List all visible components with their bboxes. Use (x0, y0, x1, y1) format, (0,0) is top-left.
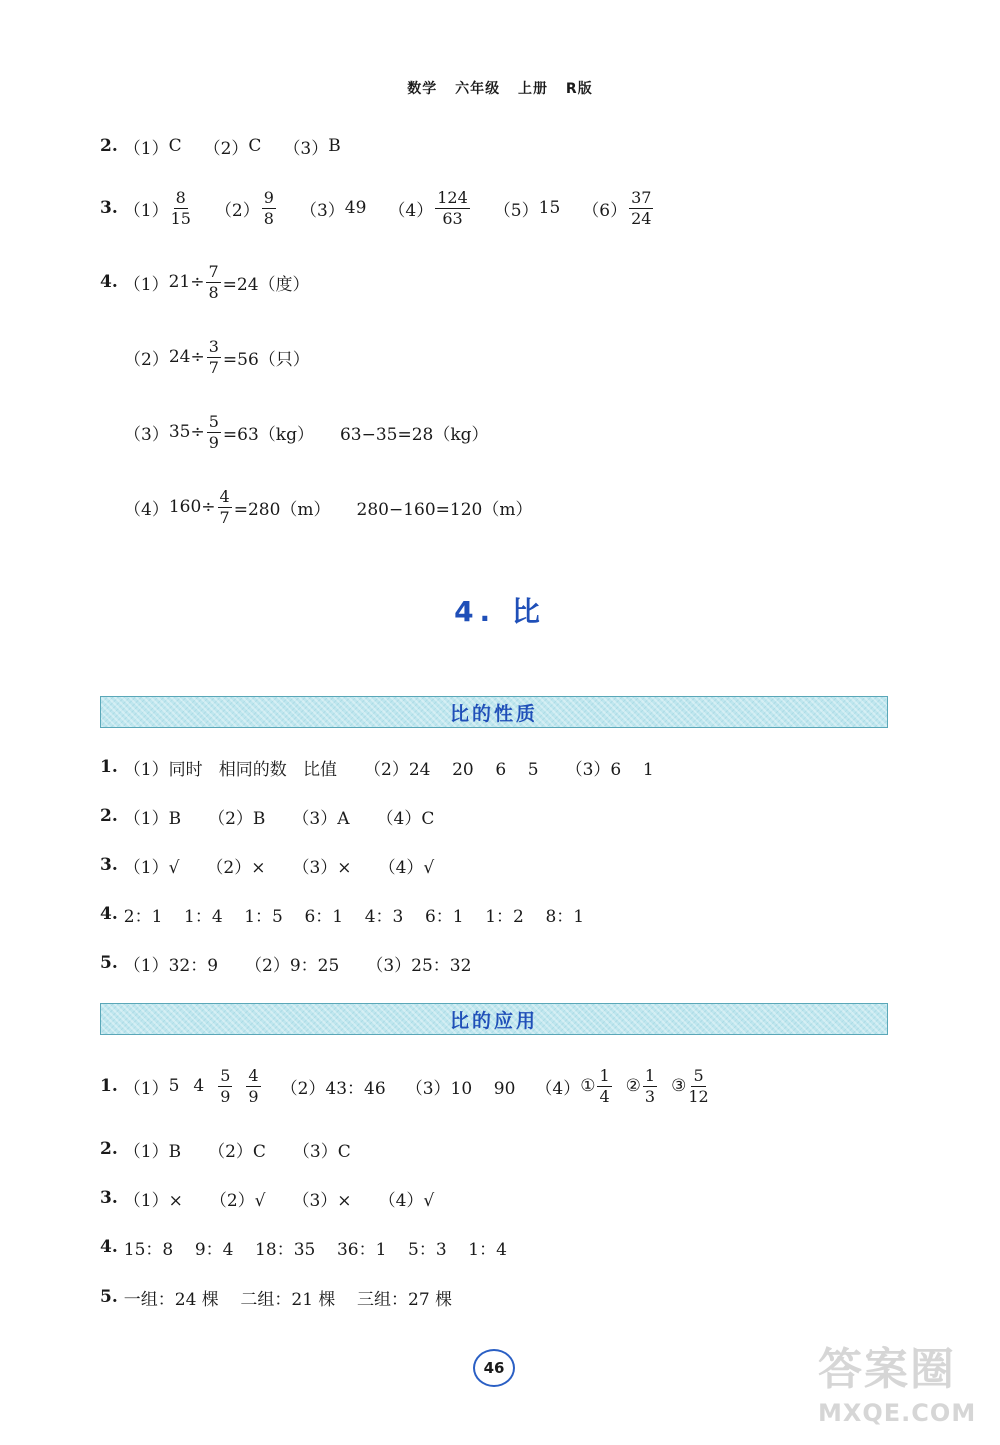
fraction: $\frac{4}{9}$ (248, 1065, 259, 1106)
expr-post: =56（只） (222, 349, 310, 370)
item-label: （2） (124, 349, 169, 370)
s1-q4 (100, 888, 584, 940)
question-number: 4. (100, 1237, 118, 1257)
s1-q2 (100, 790, 434, 842)
fraction: $\frac{3}{7}$ (208, 336, 219, 377)
item-label: （4） (124, 499, 169, 520)
fraction: $\frac{8}{15}$ (170, 187, 191, 228)
item-label: （1） (123, 274, 169, 295)
answer-text: （1）B （2）B （3）A （4）C (123, 808, 435, 829)
s1-q5 (100, 937, 471, 989)
answer-part2: （2）43：46 (280, 1078, 386, 1099)
question-number: 1. (100, 757, 118, 777)
item-label: （2） (203, 138, 249, 159)
fraction: $\frac{9}{8}$ (263, 187, 274, 228)
question-number: 3. (100, 198, 118, 218)
item-label: （4） (535, 1078, 581, 1099)
question-number: 4. (100, 272, 118, 292)
question-number: 2. (100, 806, 118, 826)
fraction: $\frac{5}{9}$ (208, 411, 219, 452)
item-label: （4） (388, 200, 434, 221)
s2-q2 (100, 1123, 351, 1175)
item-label: （1） (123, 200, 169, 221)
question-number: 3. (100, 855, 118, 875)
circled-label: ② (625, 1076, 641, 1096)
answer-text: 一组：24 棵 二组：21 棵 三组：27 棵 (123, 1289, 453, 1310)
answer: C (168, 136, 182, 156)
header-subject: 数学 (407, 81, 438, 97)
fraction: $\frac{1}{4}$ (599, 1065, 610, 1106)
prev-q4-line4 (124, 481, 532, 533)
expr-post: =24（度） (222, 274, 310, 295)
question-number: 4. (100, 904, 118, 924)
item-label: （2） (214, 200, 260, 221)
question-number: 2. (100, 136, 118, 156)
answer-text: 15：8 9：4 18：35 36：1 5：3 1：4 (123, 1239, 507, 1260)
answer-text: （1）√ （2）× （3）× （4）√ (123, 857, 435, 878)
answer-text: （1）B （2）C （3）C (123, 1141, 351, 1162)
answer: B (328, 136, 341, 156)
fraction: $\frac{5}{9}$ (220, 1065, 231, 1106)
expr-post: =63（kg） (222, 424, 314, 445)
expr-pre: 21÷ (168, 272, 205, 292)
expr-pre: 24÷ (168, 347, 205, 367)
header-edition: R版 (565, 81, 593, 97)
answer: 4 (193, 1076, 205, 1096)
question-number: 2. (100, 1139, 118, 1159)
s2-q4 (100, 1221, 507, 1273)
header-grade: 六年级 (455, 81, 501, 97)
expr-post: =280（m） (233, 499, 331, 520)
expr-extra: 63−35=28（kg） (339, 424, 489, 445)
answer: 15 (538, 198, 561, 218)
watermark-bottom: MXQE.COM (818, 1399, 977, 1427)
answer-text: （1）32：9 （2）9：25 （3）25：32 (123, 955, 472, 976)
question-number: 3. (100, 1188, 118, 1208)
question-number: 5. (100, 1287, 118, 1307)
chapter-title: 4. 比 (454, 595, 546, 628)
prev-q4-line2 (124, 331, 322, 383)
fraction: $\frac{124}{63}$ (437, 187, 468, 228)
expr-pre: 35÷ (168, 422, 205, 442)
prev-q4-line3 (124, 406, 489, 458)
answer: 5 (168, 1076, 180, 1096)
fraction: $\frac{4}{7}$ (219, 486, 230, 527)
item-label: （1） (123, 1078, 169, 1099)
circled-label: ③ (671, 1076, 687, 1096)
item-label: （1） (123, 138, 169, 159)
answer: 49 (344, 198, 367, 218)
section-banner-application: 比的应用 (100, 1003, 888, 1035)
s2-q1 (100, 1060, 711, 1112)
expr-extra: 280−160=120（m） (356, 499, 533, 520)
s1-q3 (100, 839, 434, 891)
answer-text: 2：1 1：4 1：5 6：1 4：3 6：1 1：2 8：1 (123, 906, 585, 927)
fraction: $\frac{5}{12}$ (688, 1065, 709, 1106)
section-banner-properties: 比的性质 (100, 696, 888, 728)
item-label: （5） (493, 200, 539, 221)
s2-q3 (100, 1172, 434, 1224)
prev-q3 (100, 182, 677, 234)
item-label: （6） (582, 200, 628, 221)
expr-pre: 160÷ (168, 497, 216, 517)
fraction: $\frac{37}{24}$ (631, 187, 652, 228)
page-header (0, 78, 1000, 98)
prev-q4-line1 (100, 256, 322, 308)
s2-q5 (100, 1271, 452, 1323)
circled-label: ① (580, 1076, 596, 1096)
watermark-top: 答案圈 (818, 1344, 956, 1395)
item-label: （3） (124, 424, 169, 445)
fraction: $\frac{1}{3}$ (644, 1065, 656, 1106)
answer-text: （1）同时 相同的数 比值 （2）24 20 6 5 （3）6 1 (123, 759, 654, 780)
answer-text: （1）× （2）√ （3）× （4）√ (123, 1190, 435, 1211)
header-volume: 上册 (518, 81, 549, 97)
fraction: $\frac{7}{8}$ (208, 261, 219, 302)
answer-part3: （3）10 90 (405, 1078, 516, 1099)
answer: C (248, 136, 262, 156)
watermark-logo (818, 1342, 996, 1442)
question-number: 5. (100, 953, 118, 973)
item-label: （3） (283, 138, 329, 159)
prev-q2 (100, 120, 363, 172)
s1-q1 (100, 741, 654, 793)
item-label: （3） (299, 200, 345, 221)
page-number: 46 (473, 1349, 515, 1387)
question-number: 1. (100, 1076, 118, 1096)
